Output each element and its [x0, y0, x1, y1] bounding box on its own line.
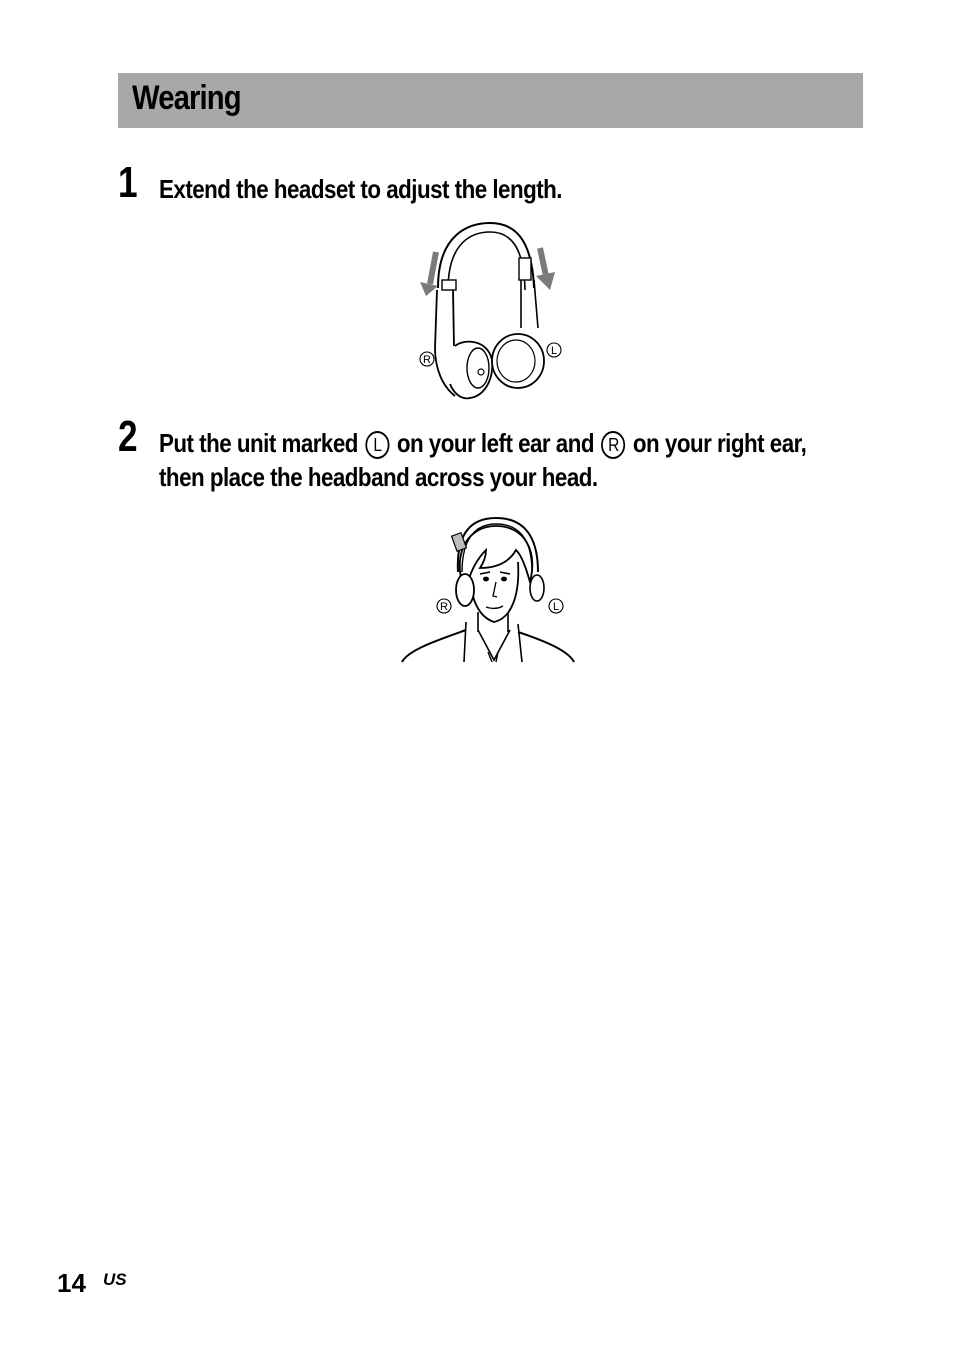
figure2-label-l: L: [552, 601, 560, 613]
step-2-line-2: then place the headband across your head.: [159, 462, 598, 492]
step-2-text-part-3: on your right ear,: [632, 428, 807, 458]
step-1-text: Extend the headset to adjust the length.: [159, 174, 563, 204]
right-marker-symbol: R: [601, 431, 625, 459]
step-1-number: 1: [118, 158, 138, 207]
person-wearing-headset-illustration: [398, 512, 578, 666]
figure1-label-l: L: [550, 345, 558, 357]
figure1-label-r: R: [423, 354, 431, 366]
section-title: Wearing: [132, 79, 241, 117]
page-number: 14: [57, 1268, 86, 1298]
step-2-text-part-1: Put the unit marked: [159, 428, 358, 458]
step-2-text-part-2: on your left ear and: [396, 428, 594, 458]
headset-adjust-illustration: [410, 218, 575, 408]
left-marker-symbol: L: [365, 431, 389, 459]
page-region-code: US: [103, 1270, 127, 1289]
figure2-label-r: R: [440, 601, 448, 613]
section-header-bar: [118, 73, 863, 128]
step-2-line-1: [159, 426, 806, 460]
step-2-number: 2: [118, 412, 138, 461]
